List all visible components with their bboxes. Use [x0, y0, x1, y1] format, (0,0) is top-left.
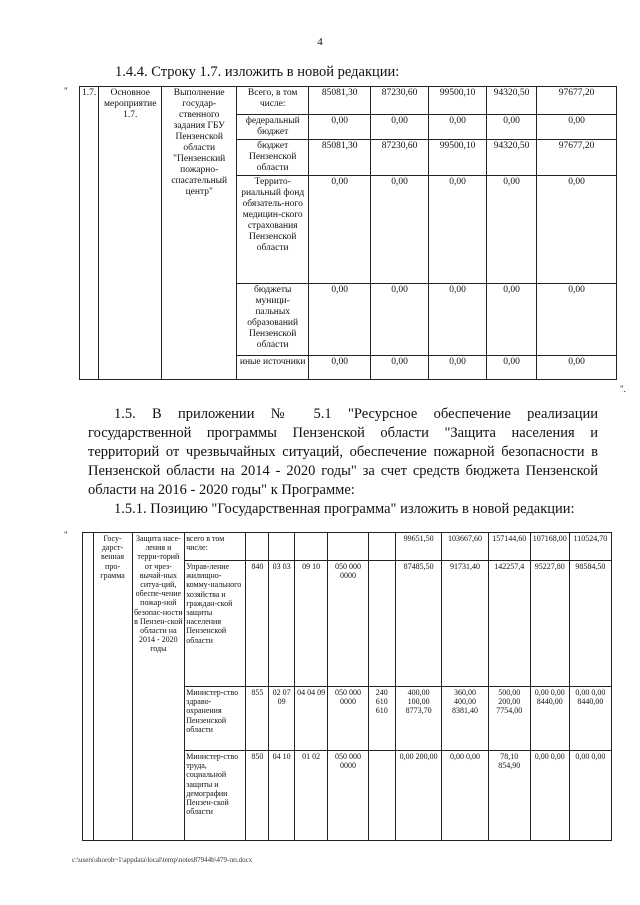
funding-source-cell: иные источники	[237, 356, 309, 380]
value-cell: 0,00 200,00	[395, 751, 441, 841]
grbs-cell: 855	[246, 687, 269, 751]
paragraph-1-5	[88, 405, 598, 519]
value-cell: 98584,50	[569, 561, 611, 687]
pr-cell: 01 02	[294, 751, 328, 841]
vr-cell: 240 610 610	[368, 687, 395, 751]
value-cell: 0,00	[537, 115, 617, 140]
pr-cell: 09 10	[294, 561, 328, 687]
value-cell: 0,00	[309, 356, 371, 380]
value-cell: 0,00	[537, 356, 617, 380]
heading-1-4-4: 1.4.4. Строку 1.7. изложить в новой редакции:	[115, 64, 400, 80]
value-cell: 0,00	[487, 115, 537, 140]
value-cell: 0,00 0,00	[569, 751, 611, 841]
value-cell: 0,00	[371, 176, 429, 284]
funding-source-cell: бюджет Пензенской области	[237, 140, 309, 176]
para-1-5-1-text: 1.5.1. Позицию "Государственная программа" изложить в новой редакции:	[114, 501, 575, 517]
funding-source-cell: бюджеты муници-пальных образований Пензенской области	[237, 284, 309, 356]
grbs-cell: 850	[246, 751, 269, 841]
value-cell: 0,00	[371, 115, 429, 140]
para-1-5-text: 1.5. В приложении № 5.1 "Ресурсное обеспечение реализации государственной программы Пензенской области "Защита населения и территорий от чрезвычайных ситуаций, обеспечение пожарной безопасности в Пензенской области на 2014 - 2020 годы" за счет средств бюджета Пензенской области на 2016 - 2020 годы" к Программе:	[88, 406, 598, 498]
executor-cell: Управ-ление жилищно-комму-нального хозяйства и граждан-ской защиты населения Пензенской области	[185, 561, 246, 687]
value-cell: 85081,30	[309, 140, 371, 176]
activity-name-cell: Выполнение государ-ственного задания ГБУ Пензенской области "Пензенский пожарно-спасательный центр"	[162, 87, 237, 380]
vr-cell	[368, 751, 395, 841]
value-cell: 0,00	[371, 356, 429, 380]
value-cell: 95227,80	[530, 561, 569, 687]
value-cell: 94320,50	[487, 87, 537, 115]
empty-code-cell	[294, 533, 328, 561]
value-cell: 97677,20	[537, 87, 617, 115]
table-state-program	[82, 532, 612, 841]
value-cell: 0,00 0,00	[530, 751, 569, 841]
value-cell: 103667,60	[442, 533, 488, 561]
value-cell: 0,00	[309, 176, 371, 284]
value-cell: 0,00	[537, 284, 617, 356]
value-cell: 157144,60	[488, 533, 530, 561]
rz-cell: 04 10	[269, 751, 294, 841]
value-cell: 107168,00	[530, 533, 569, 561]
value-cell: 0,00 0,00 8440,00	[530, 687, 569, 751]
quote-close-1: ".	[620, 384, 626, 394]
csr-cell: 050 000 0000	[328, 561, 368, 687]
table-row-1-7	[79, 86, 617, 380]
value-cell: 0,00	[487, 176, 537, 284]
value-cell: 0,00	[487, 356, 537, 380]
funding-source-cell: Всего, в том числе:	[237, 87, 309, 115]
value-cell: 94320,50	[487, 140, 537, 176]
table-row-total	[83, 533, 612, 561]
value-cell: 0,00	[537, 176, 617, 284]
table-row	[80, 87, 617, 115]
empty-code-cell	[368, 533, 395, 561]
value-cell: 0,00	[487, 284, 537, 356]
value-cell: 142257,4	[488, 561, 530, 687]
value-cell: 99500,10	[429, 140, 487, 176]
quote-open-1: "	[64, 86, 68, 96]
value-cell: 0,00	[309, 115, 371, 140]
value-cell: 0,00	[429, 356, 487, 380]
page-number: 4	[317, 36, 323, 48]
file-path-footer: c:\users\shorob~1\appdata\local\temp\notes87944b\479-пп.docx	[72, 856, 253, 864]
value-cell: 0,00	[429, 176, 487, 284]
pr-cell: 04 04 09	[294, 687, 328, 751]
value-cell: 0,00	[371, 284, 429, 356]
value-cell: 78,10 854,90	[488, 751, 530, 841]
value-cell: 0,00 0,00 8440,00	[569, 687, 611, 751]
value-cell: 0,00	[429, 284, 487, 356]
rz-cell: 03 03	[269, 561, 294, 687]
value-cell: 87230,60	[371, 140, 429, 176]
value-cell: 500,00 200,00 7754,00	[488, 687, 530, 751]
value-cell: 87230,60	[371, 87, 429, 115]
executor-cell: Министер-ство здраво-охранения Пензенской области	[185, 687, 246, 751]
vr-cell	[368, 561, 395, 687]
value-cell: 91731,40	[442, 561, 488, 687]
value-cell: 400,00 100,00 8773,70	[395, 687, 441, 751]
empty-code-cell	[269, 533, 294, 561]
funding-source-cell: Террито-риальный фонд обязатель-ного медицин-ского страхования Пензенской области	[237, 176, 309, 284]
executor-cell: Министер-ство труда, социальной защиты и демографии Пензен-ской области	[185, 751, 246, 841]
total-label-cell: всего в том числе:	[185, 533, 246, 561]
value-cell: 0,00	[309, 284, 371, 356]
value-cell: 99651,50	[395, 533, 441, 561]
status-cell: Госу-дарст-венная про-грамма	[93, 533, 132, 841]
blank-cell	[83, 533, 94, 841]
empty-code-cell	[246, 533, 269, 561]
value-cell: 87485,50	[395, 561, 441, 687]
rz-cell: 02 07 09	[269, 687, 294, 751]
value-cell: 360,00 400,00 8381,40	[442, 687, 488, 751]
quote-open-2: "	[64, 530, 68, 540]
funding-source-cell: федеральный бюджет	[237, 115, 309, 140]
activity-type-cell: Основное мероприятие 1.7.	[99, 87, 162, 380]
csr-cell: 050 000 0000	[328, 687, 368, 751]
value-cell: 0,00 0,00	[442, 751, 488, 841]
value-cell: 85081,30	[309, 87, 371, 115]
value-cell: 0,00	[429, 115, 487, 140]
value-cell: 97677,20	[537, 140, 617, 176]
grbs-cell: 840	[246, 561, 269, 687]
value-cell: 110524,70	[569, 533, 611, 561]
csr-cell: 050 000 0000	[328, 751, 368, 841]
value-cell: 99500,10	[429, 87, 487, 115]
row-number-cell: 1.7.	[80, 87, 99, 380]
program-name-cell: Защита насе-ления и терри-торий от чрез-вычай-ных ситуа-ций, обеспе-чение пожар-ной безопас-ности в Пензен-ской области на 2014 - 2020 годы	[132, 533, 185, 841]
empty-code-cell	[328, 533, 368, 561]
